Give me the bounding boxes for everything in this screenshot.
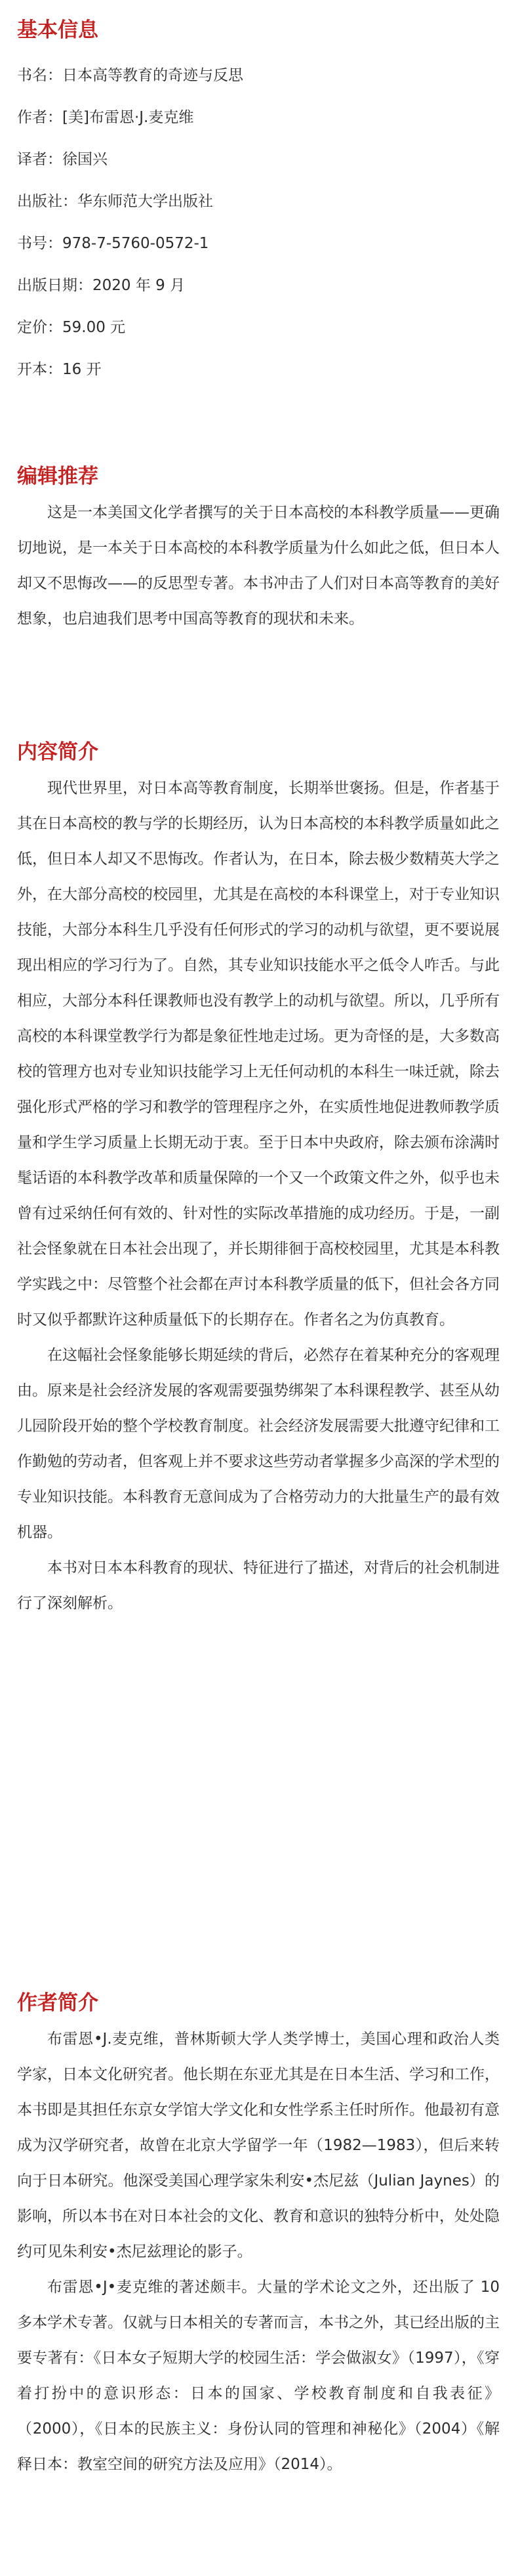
- info-label: 开本：: [17, 361, 62, 378]
- content-intro-heading: 内容简介: [17, 740, 98, 764]
- content-intro-section: [17, 739, 500, 1621]
- info-label: 定价：: [17, 319, 62, 336]
- info-label: 出版社：: [17, 193, 77, 210]
- info-value: 徐国兴: [62, 151, 108, 168]
- info-row-title: [17, 65, 500, 86]
- editor-recommend-heading: 编辑推荐: [17, 465, 98, 488]
- content-intro-paragraph: 现代世界里，对日本高等教育制度，长期举世褒扬。但是，作者基于其在日本高校的教与学的长期经历，认为日本高校的本科教学质量如此之低，但日本人却又不思悔改。作者认为，在日本，除去极少数精英大学之外，在大部分高校的校园里，尤其是在高校的本科课堂上，对于专业知识技能，大部分本科生几乎没有任何形式的学习的动机与欲望，更不要说展现出相应的学习行为了。自然，其专业知识技能水平之低令人咋舌。与此相应，大部分本科任课教师也没有教学上的动机与欲望。所以，几乎所有高校的本科课堂教学行为都是象征性地走过场。更为奇怪的是，大多数高校的管理方也对专业知识技能学习上无任何动机的本科生一味迁就，除去强化形式严格的学习和教学的管理程序之外，在实质性地促进教师教学质量和学生学习质量上长期无动于衷。至于日本中央政府，除去颁布涂满时髦话语的本科教学改革和质量保障的一个又一个政策文件之外，似乎也未曾有过采纳任何有效的、针对性的实际改革措施的成功经历。于是，一副社会怪象就在日本社会出现了，并长期徘徊于高校校园里，尤其是本科教学实践之中：尽管整个社会都在声讨本科教学质量的低下，但社会各方同时又似乎都默许这种质量低下的长期存在。作者名之为仿真教育。: [17, 780, 500, 1328]
- content-intro-paragraph: 本书对日本本科教育的现状、特征进行了描述，对背后的社会机制进行了深刻解析。: [17, 1559, 500, 1612]
- info-value: 华东师范大学出版社: [77, 193, 213, 210]
- info-row-isbn: [17, 233, 500, 254]
- editor-recommend-section: [17, 463, 500, 637]
- info-label: 译者：: [17, 151, 62, 168]
- info-row-translator: [17, 149, 500, 170]
- info-row-pub-date: [17, 275, 500, 296]
- info-label: 书名：: [17, 67, 62, 84]
- editor-recommend-paragraph: 这是一本美国文化学者撰写的关于日本高校的本科教学质量——更确切地说，是一本关于日本高校的本科教学质量为什么如此之低，但日本人却又不思悔改——的反思型专著。本书冲击了人们对日本高等教育的美好想象，也启迪我们思考中国高等教育的现状和未来。: [17, 504, 500, 627]
- info-label: 作者：: [17, 109, 62, 126]
- info-value: [美]布雷恩·J.麦克维: [62, 109, 194, 126]
- info-label: 出版日期：: [17, 277, 92, 294]
- info-value: 978-7-5760-0572-1: [62, 235, 209, 252]
- info-row-publisher: [17, 191, 500, 212]
- author-intro-paragraph: 布雷恩•J•麦克维的著述颇丰。大量的学术论文之外，还出版了 10 多本学术专著。仅就与日本相关的专著而言，本书之外，其已经出版的主要专著有：《日本女子短期大学的校园生活：学会做淑女》（1997），《穿着打扮中的意识形态：日本的国家、学校教育制度和自我表征》（2000），《日本的民族主义：身份认同的管理和神秘化》（2004）《解释日本：教室空间的研究方法及应用》（2014）。: [17, 2279, 500, 2473]
- info-value: 2020 年 9 月: [92, 277, 186, 294]
- author-intro-section: [17, 1990, 500, 2482]
- info-value: 59.00 元: [62, 319, 126, 336]
- info-value: 16 开: [62, 361, 102, 378]
- author-intro-heading: 作者简介: [17, 1991, 98, 2015]
- info-row-price: [17, 317, 500, 338]
- info-row-author: [17, 107, 500, 128]
- basic-info-heading: 基本信息: [17, 18, 98, 42]
- author-intro-paragraph: 布雷恩•J.麦克维，普林斯顿大学人类学博士，美国心理和政治人类学家，日本文化研究者。他长期在东亚尤其是在日本生活、学习和工作，本书即是其担任东京女学馆大学文化和女性学系主任时所作。他最初有意成为汉学研究者，故曾在北京大学留学一年（1982—1983），但后来转向于日本研究。他深受美国心理学家朱利安•杰尼兹（Julian Jaynes）的影响，所以本书在对日本社会的文化、教育和意识的独特分析中，处处隐约可见朱利安•杰尼兹理论的影子。: [17, 2031, 500, 2260]
- content-intro-paragraph: 在这幅社会怪象能够长期延续的背后，必然存在着某种充分的客观理由。原来是社会经济发展的客观需要强势绑架了本科课程教学、甚至从幼儿园阶段开始的整个学校教育制度。社会经济发展需要大批遵守纪律和工作勤勉的劳动者，但客观上并不要求这些劳动者掌握多少高深的学术型的专业知识技能。本科教育无意间成为了合格劳动力的大批量生产的最有效机器。: [17, 1347, 500, 1541]
- info-label: 书号：: [17, 235, 62, 252]
- basic-info-section: [17, 17, 500, 380]
- info-value: 日本高等教育的奇迹与反思: [62, 67, 243, 84]
- info-row-format: [17, 359, 500, 380]
